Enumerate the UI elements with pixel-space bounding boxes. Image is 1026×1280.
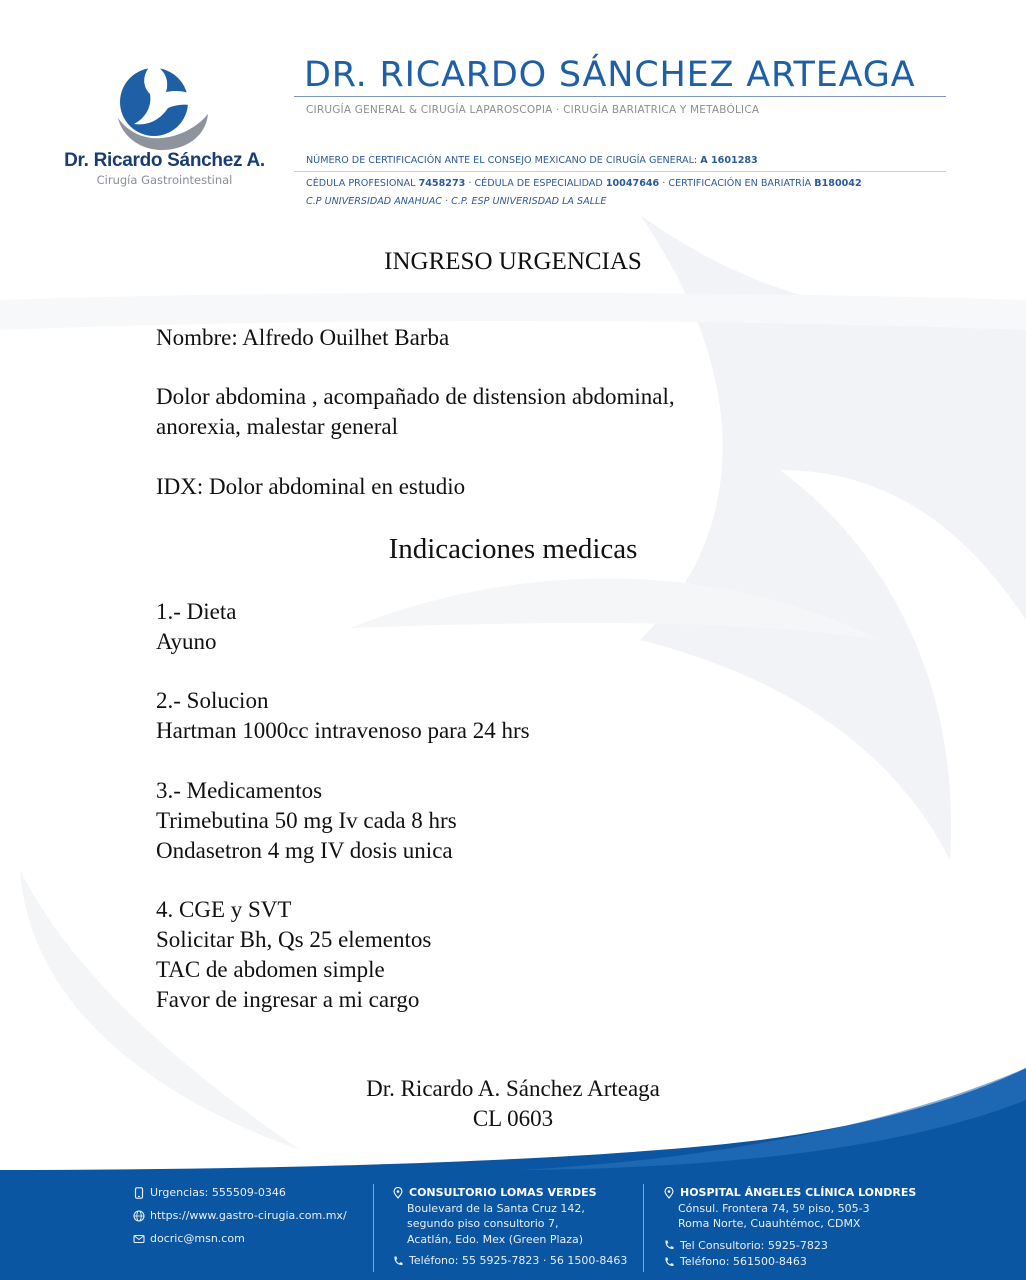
footer-website-link[interactable]: https://www.gastro-cirugia.com.mx/ [150, 1209, 347, 1222]
handset-icon [392, 1255, 404, 1267]
footer-office-address-3: Acatlán, Edo. Mex (Green Plaza) [407, 1232, 584, 1246]
mail-icon [133, 1233, 145, 1245]
certificacion-bariatria-value: B180042 [814, 178, 862, 189]
handset-icon [663, 1256, 675, 1268]
footer-hospital-phone1-row [663, 1238, 916, 1254]
footer-website-row[interactable] [133, 1208, 347, 1224]
footer-hospital-address-1: Cónsul. Frontera 74, 5º piso, 505-3 [678, 1201, 870, 1215]
footer-hospital-title-row [663, 1185, 916, 1201]
handset-icon [663, 1239, 675, 1251]
document-title: INGRESO URGENCIAS [384, 248, 642, 275]
certificacion-bariatria-label: · CERTIFICACIÓN EN BARIATRÍA [662, 178, 812, 189]
board-certification-label: NÚMERO DE CERTIFICACIÓN ANTE EL CONSEJO MEXICANO DE CIRUGÍA GENERAL: [306, 155, 698, 166]
footer-hospital-phone-2: Teléfono: 561500-8463 [680, 1255, 807, 1268]
footer-contact-column [133, 1185, 347, 1254]
footer-hospital-address-2: Roma Norte, Cuauhtémoc, CDMX [678, 1217, 861, 1230]
footer-urgencias: Urgencias: 555509-0346 [150, 1186, 286, 1199]
logo-mark-icon [112, 60, 212, 152]
phone-icon [133, 1187, 145, 1199]
cedula-especialidad-value: 10047646 [605, 178, 660, 189]
symptoms-line-2: anorexia, malestar general [156, 414, 399, 439]
footer-email-link[interactable]: docric@msn.com [150, 1232, 245, 1245]
indications-title: Indicaciones medicas [388, 533, 638, 565]
board-certification-value: A 1601283 [700, 155, 758, 166]
footer-hospital-phone-1: Tel Consultorio: 5925-7823 [680, 1238, 828, 1252]
item-3-heading: 3.- Medicamentos [156, 778, 323, 803]
item-1-heading: 1.- Dieta [156, 599, 237, 624]
globe-icon [133, 1210, 145, 1222]
logo-subtitle: Cirugía Gastrointestinal [96, 173, 233, 187]
cedulas-line [306, 178, 862, 189]
item-3-line-2: Ondasetron 4 mg IV dosis unica [156, 838, 453, 863]
footer-office-address-1: Boulevard de la Santa Cruz 142, [407, 1201, 585, 1215]
header-divider [294, 96, 946, 97]
footer-office-title-row [392, 1185, 627, 1201]
footer-office-column [392, 1185, 627, 1276]
item-4-line-1: Solicitar Bh, Qs 25 elementos [156, 927, 432, 952]
item-4-heading: 4. CGE y SVT [156, 897, 292, 922]
item-2-line: Hartman 1000cc intravenoso para 24 hrs [156, 718, 530, 743]
item-4-line-2: TAC de abdomen simple [156, 957, 385, 982]
cedula-profesional-label: CÉDULA PROFESIONAL [306, 178, 416, 189]
specialties-line: CIRUGÍA GENERAL & CIRUGÍA LAPAROSCOPIA · CIRUGÍA BARIATRICA Y METABÓLICA [306, 104, 760, 116]
item-4-line-3: Favor de ingresar a mi cargo [156, 987, 420, 1012]
footer-office-title: CONSULTORIO LOMAS VERDES [409, 1186, 597, 1199]
signature-name: Dr. Ricardo A. Sánchez Arteaga [366, 1076, 660, 1101]
location-pin-icon [392, 1187, 404, 1199]
patient-name: Nombre: Alfredo Ouilhet Barba [156, 325, 450, 350]
item-1-line: Ayuno [156, 629, 217, 654]
footer-separator-1 [373, 1184, 374, 1272]
cedula-especialidad-label: · CÉDULA DE ESPECIALIDAD [468, 178, 603, 189]
footer-hospital-phone2-row [663, 1254, 916, 1270]
doctor-name-heading: DR. RICARDO SÁNCHEZ ARTEAGA [304, 55, 916, 95]
signature-license: CL 0603 [472, 1106, 554, 1131]
header-divider-secondary [294, 171, 946, 172]
board-certification-line [306, 155, 758, 166]
item-2-heading: 2.- Solucion [156, 688, 269, 713]
footer-hospital-column [663, 1185, 916, 1277]
footer-hospital-title: HOSPITAL ÁNGELES CLÍNICA LONDRES [680, 1186, 917, 1199]
footer-office-phone-row [392, 1253, 627, 1269]
footer-email-row[interactable] [133, 1231, 347, 1247]
footer-separator-2 [643, 1184, 644, 1272]
diagnosis: IDX: Dolor abdominal en estudio [156, 474, 466, 499]
footer-office-phone: Teléfono: 55 5925-7823 · 56 1500-8463 [409, 1254, 628, 1267]
logo-name: Dr. Ricardo Sánchez A. [64, 150, 265, 171]
footer-urgencias-row [133, 1185, 347, 1201]
cedula-profesional-value: 7458273 [418, 178, 466, 189]
symptoms-line-1: Dolor abdomina , acompañado de distension abdominal, [156, 384, 675, 409]
footer-office-address-2: segundo piso consultorio 7, [407, 1217, 559, 1230]
location-pin-icon [663, 1187, 675, 1199]
universities-line: C.P UNIVERSIDAD ANAHUAC · C.P. ESP UNIVERISDAD LA SALLE [306, 196, 607, 207]
item-3-line-1: Trimebutina 50 mg Iv cada 8 hrs [156, 808, 457, 833]
